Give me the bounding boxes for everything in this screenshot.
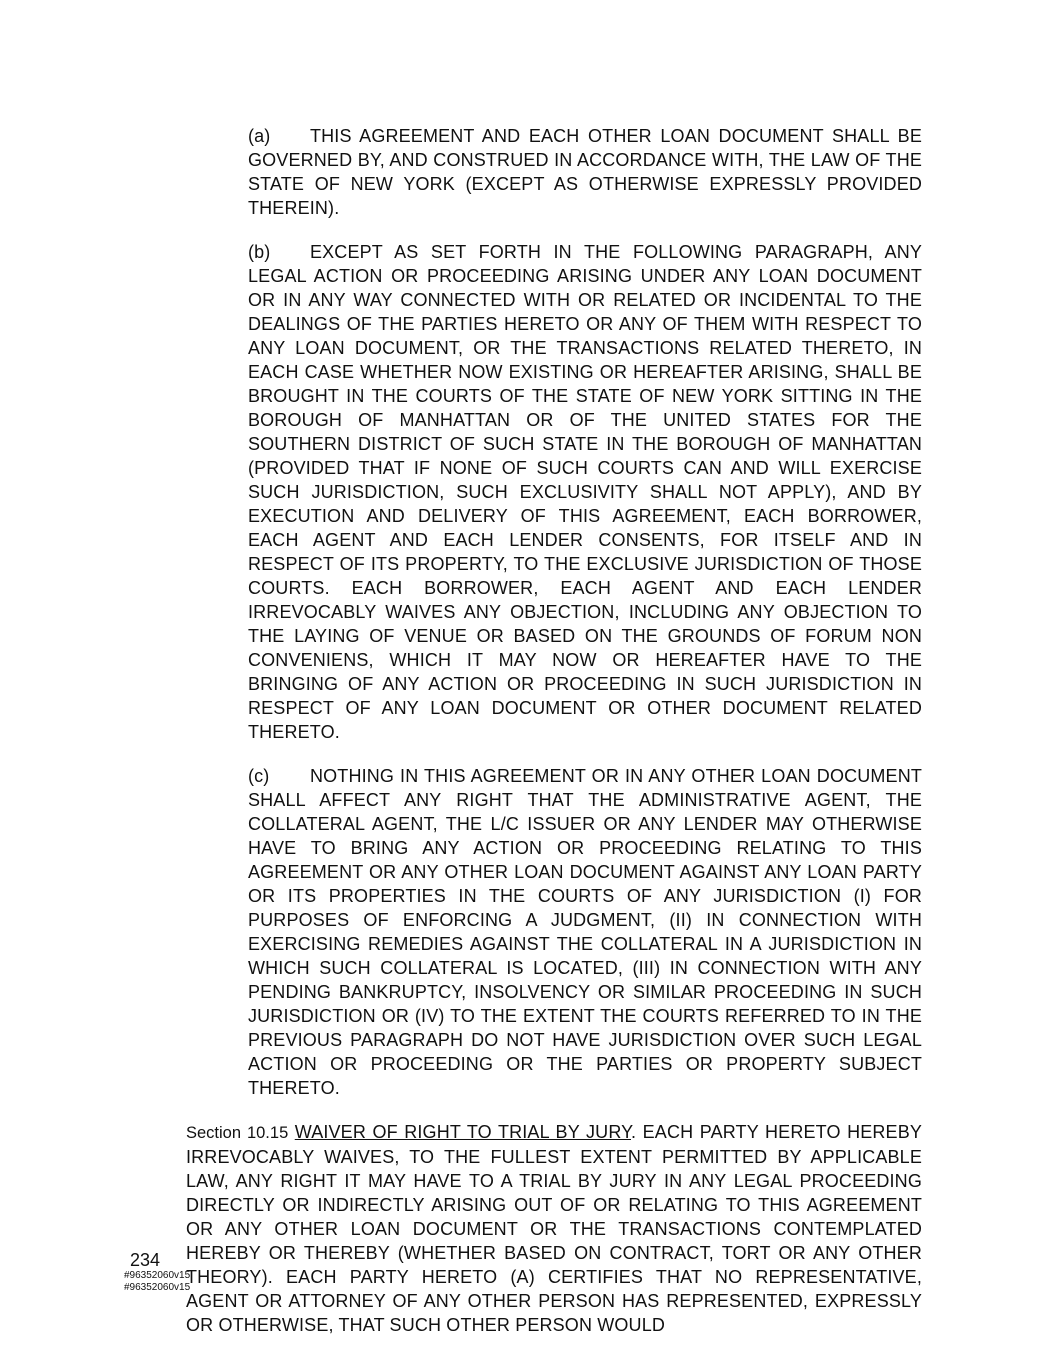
paragraph-text: EXCEPT AS SET FORTH IN THE FOLLOWING PARAGRAPH, ANY LEGAL ACTION OR PROCEEDING ARISING UNDER ANY LOAN DOCUMENT OR IN ANY WAY CONNECTED WITH OR RELATED OR INCIDENTAL TO THE DEALINGS OF THE PARTIES HERETO OR ANY OF THEM WITH RESPECT TO ANY LOAN DOCUMENT, OR THE TRANSACTIONS RELATED THERETO, IN EACH CASE WHETHER NOW EXISTING OR HEREAFTER ARISING, SHALL BE BROUGHT IN THE COURTS OF THE STATE OF NEW YORK SITTING IN THE BOROUGH OF MANHATTAN OR OF THE UNITED STATES FOR THE SOUTHERN DISTRICT OF SUCH STATE IN THE BOROUGH OF MANHATTAN (PROVIDED THAT IF NONE OF SUCH COURTS CAN AND WILL EXERCISE SUCH JURISDICTION, SUCH EXCLUSIVITY SHALL NOT APPLY), AND BY EXECUTION AND DELIVERY OF THIS AGREEMENT, EACH BORROWER, EACH AGENT AND EACH LENDER CONSENTS, FOR ITSELF AND IN RESPECT OF ITS PROPERTY, TO THE EXCLUSIVE JURISDICTION OF THOSE COURTS. EACH BORROWER, EACH AGENT AND EACH LENDER IRREVOCABLY WAIVES ANY OBJECTION, INCLUDING ANY OBJECTION TO THE LAYING OF VENUE OR BASED ON THE GROUNDS OF FORUM NON CONVENIENS, WHICH IT MAY NOW OR HEREAFTER HAVE TO THE BRINGING OF ANY ACTION OR PROCEEDING IN SUCH JURISDICTION IN RESPECT OF ANY LOAN DOCUMENT OR OTHER DOCUMENT RELATED THERETO. xyxy=(248,242,922,742)
document-id: #96352060v15 xyxy=(124,1282,191,1293)
paragraph-a xyxy=(124,124,922,220)
section-10-15 xyxy=(124,1120,922,1337)
paragraph-c xyxy=(124,764,922,1100)
document-body xyxy=(124,124,922,1357)
paragraph-text: NOTHING IN THIS AGREEMENT OR IN ANY OTHER LOAN DOCUMENT SHALL AFFECT ANY RIGHT THAT THE ADMINISTRATIVE AGENT, THE COLLATERAL AGENT, THE L/C ISSUER OR ANY LENDER MAY OTHERWISE HAVE TO BRING ANY ACTION OR PROCEEDING RELATING TO THIS AGREEMENT OR ANY OTHER LOAN DOCUMENT AGAINST ANY LOAN PARTY OR ITS PROPERTIES IN THE COURTS OF ANY JURISDICTION (I) FOR PURPOSES OF ENFORCING A JUDGMENT, (II) IN CONNECTION WITH EXERCISING REMEDIES AGAINST THE COLLATERAL IN A JURISDICTION IN WHICH SUCH COLLATERAL IS LOCATED, (III) IN CONNECTION WITH ANY PENDING BANKRUPTCY, INSOLVENCY OR SIMILAR PROCEEDING IN SUCH JURISDICTION OR (IV) TO THE EXTENT THE COURTS REFERRED TO IN THE PREVIOUS PARAGRAPH DO NOT HAVE JURISDICTION OVER SUCH LEGAL ACTION OR PROCEEDING OR THE PARTIES OR PROPERTY SUBJECT THERETO. xyxy=(248,766,922,1098)
document-id: #96352060v15 xyxy=(124,1270,191,1281)
paragraph-marker: (b) xyxy=(248,242,271,262)
page-number: 234 xyxy=(130,1250,161,1270)
paragraph-b xyxy=(124,240,922,744)
section-number: Section 10.15 xyxy=(186,1124,289,1142)
section-text: EACH PARTY HERETO HEREBY IRREVOCABLY WAIVES, TO THE FULLEST EXTENT PERMITTED BY APPLICABLE LAW, ANY RIGHT IT MAY HAVE TO A TRIAL BY JURY IN ANY LEGAL PROCEEDING DIRECTLY OR INDIRECTLY ARISING OUT OF OR RELATING TO THIS AGREEMENT OR ANY OTHER LOAN DOCUMENT OR THE TRANSACTIONS CONTEMPLATED HEREBY OR THEREBY (WHETHER BASED ON CONTRACT, TORT OR ANY OTHER THEORY). EACH PARTY HERETO (A) CERTIFIES THAT NO REPRESENTATIVE, AGENT OR ATTORNEY OF ANY OTHER PERSON HAS REPRESENTED, EXPRESSLY OR OTHERWISE, THAT SUCH OTHER PERSON WOULD xyxy=(186,1122,923,1335)
section-title-period: . xyxy=(631,1122,637,1142)
page-footer xyxy=(124,1250,190,1294)
paragraph-marker: (a) xyxy=(248,126,271,146)
section-title: WAIVER OF RIGHT TO TRIAL BY JURY xyxy=(294,1122,631,1142)
paragraph-marker: (c) xyxy=(248,766,270,786)
paragraph-text: THIS AGREEMENT AND EACH OTHER LOAN DOCUMENT SHALL BE GOVERNED BY, AND CONSTRUED IN ACCORDANCE WITH, THE LAW OF THE STATE OF NEW YORK (EXCEPT AS OTHERWISE EXPRESSLY PROVIDED THEREIN). xyxy=(248,126,922,218)
